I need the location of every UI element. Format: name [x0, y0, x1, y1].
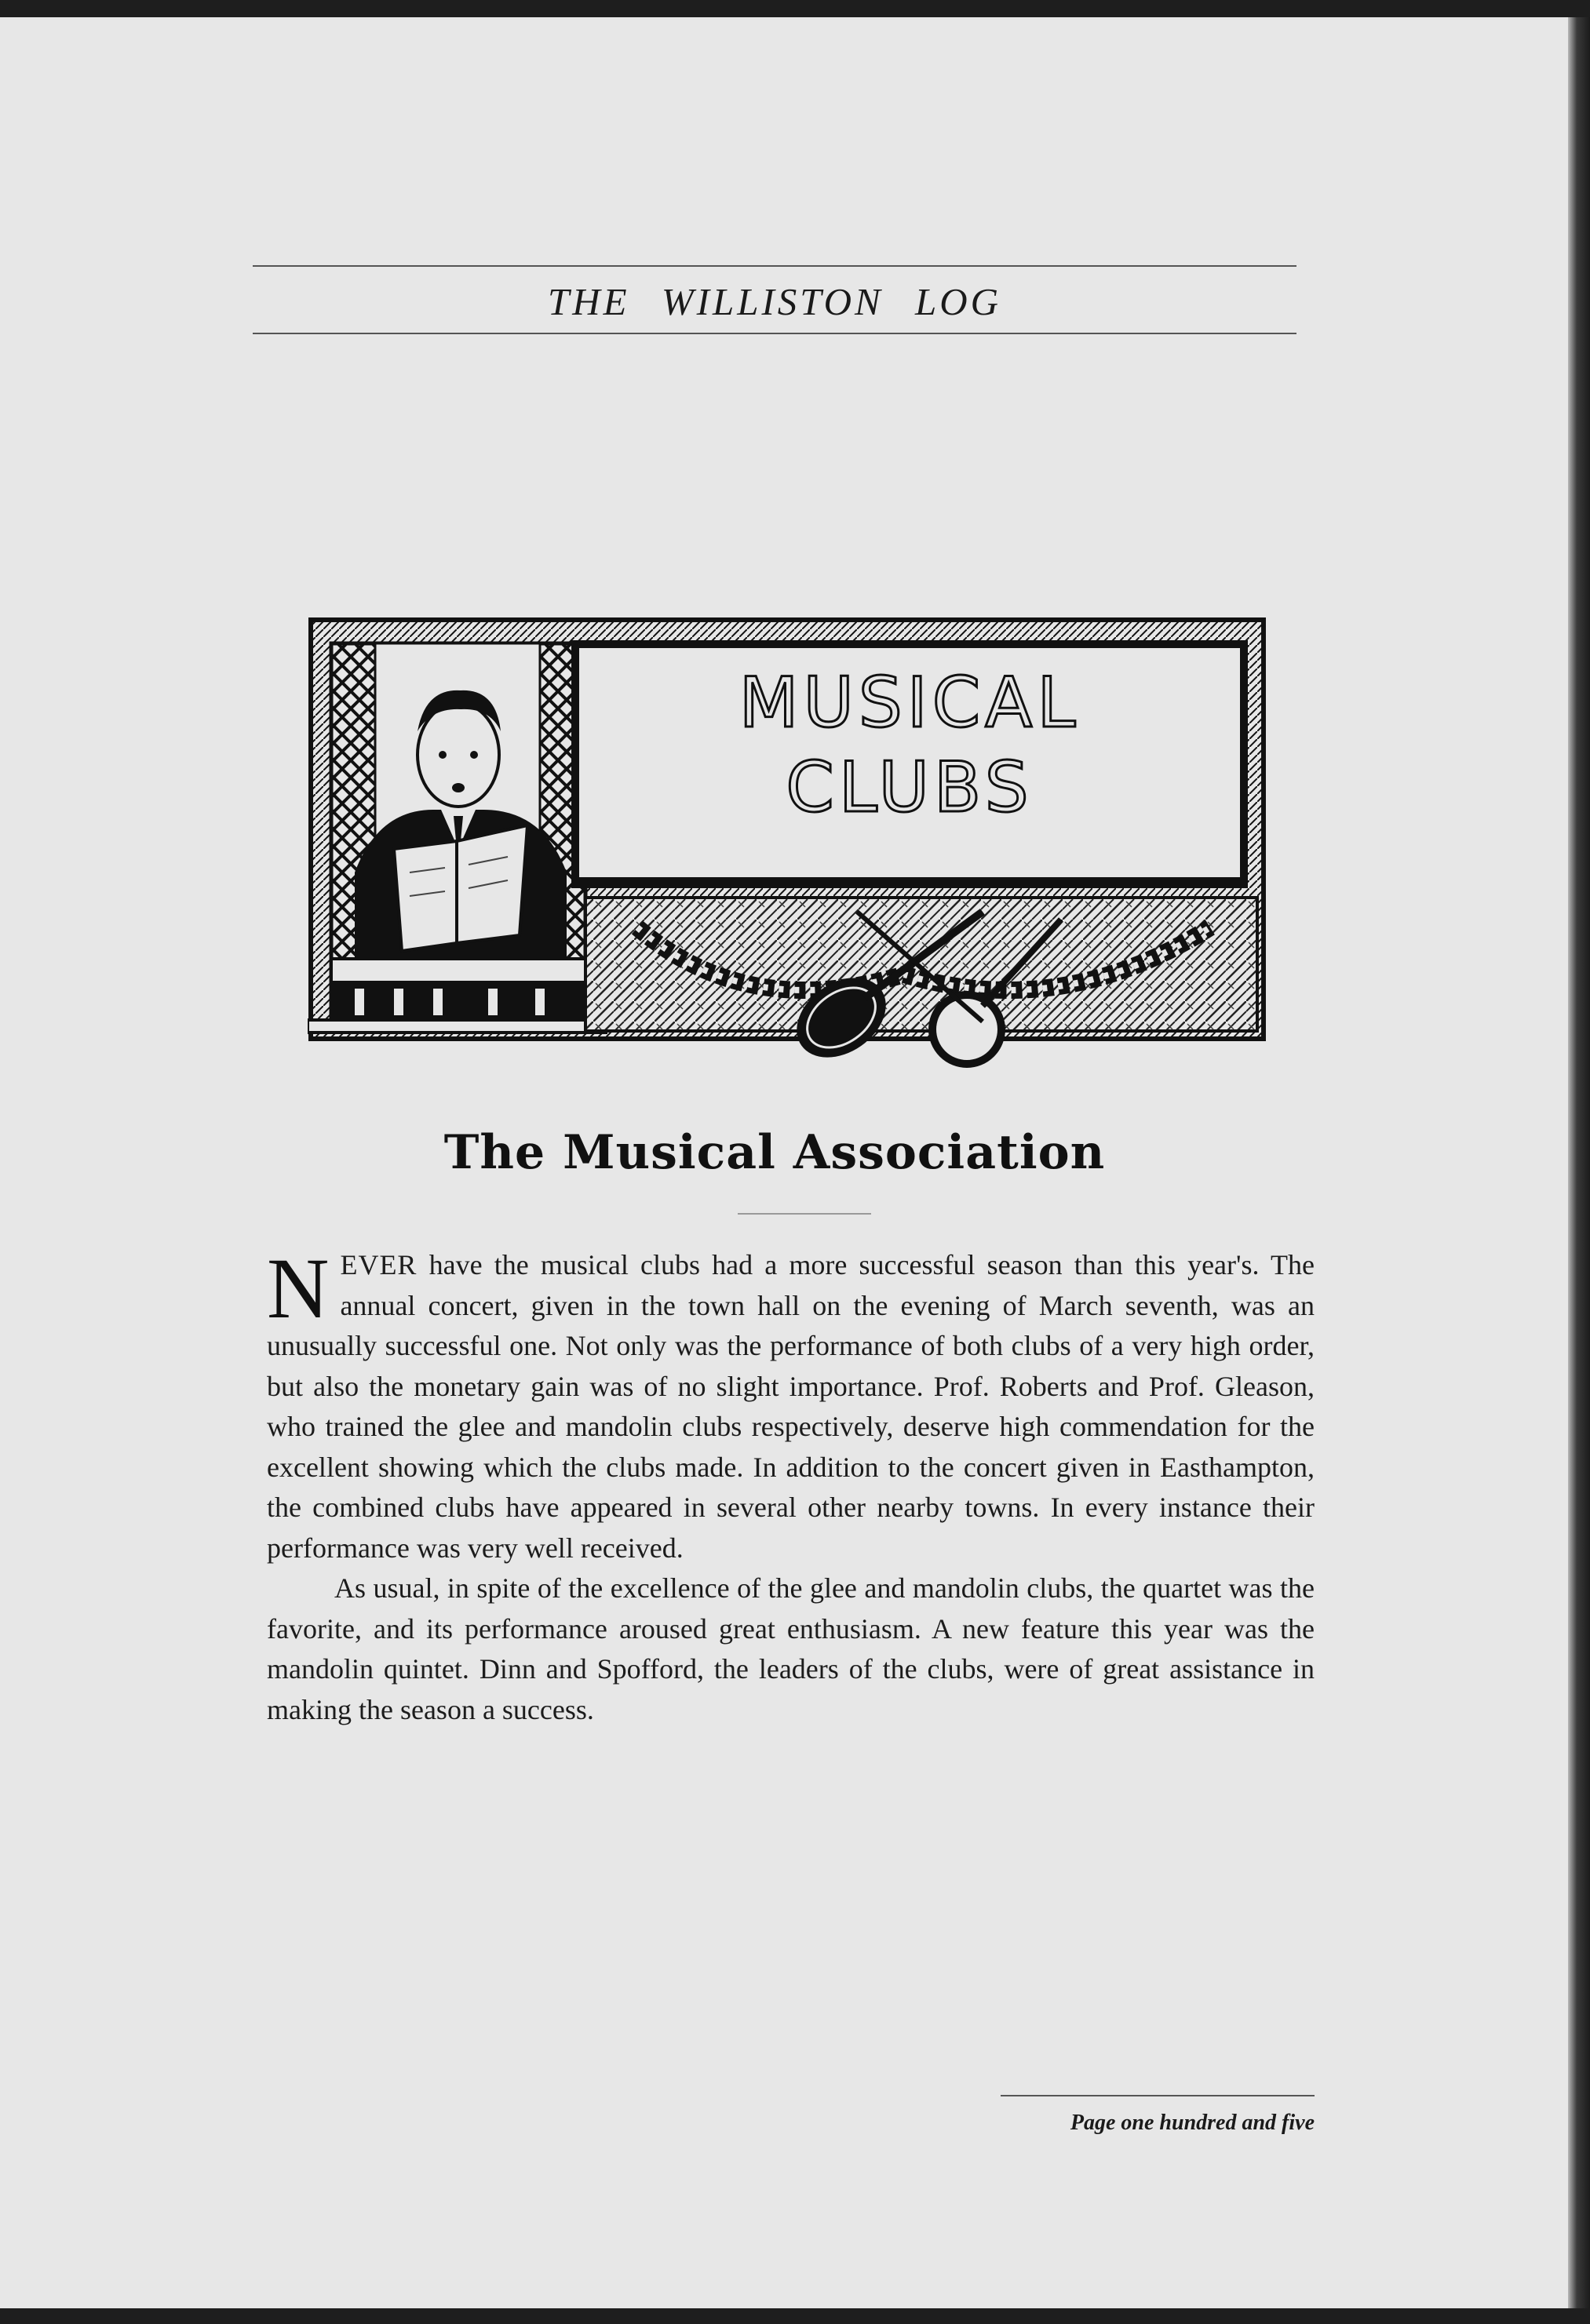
- running-head: [253, 253, 1296, 339]
- banner-title: [578, 661, 1242, 830]
- paragraph-1: [267, 1240, 1315, 1568]
- banner-title-line1: MUSICAL: [738, 662, 1081, 743]
- banner-title-line2: CLUBS: [786, 747, 1034, 828]
- page-footer: [1001, 2095, 1315, 2136]
- book-spine-edge: [1568, 17, 1590, 2308]
- page-number-label: Page one hundred and five: [1070, 2111, 1315, 2135]
- running-head-title: THE WILLISTON LOG: [548, 280, 1001, 323]
- heading-divider: [738, 1213, 871, 1215]
- drop-cap: N: [267, 1240, 330, 1336]
- article-heading: The Musical Association: [443, 1125, 1106, 1180]
- article-body: [267, 1240, 1315, 1730]
- footer-rule: [1001, 2095, 1315, 2096]
- paragraph-1-text: have the musical clubs had a more successful season than this year's. The annual concert, given in the town hall on the evening of March seventh, was an unusually successful one. Not only was the performance of both clubs of a very high order, but also the monetary gain was of no slight importance. Prof. Roberts and Prof. Gleason, who trained the glee and mandolin clubs respectively, deserve high commendation for the excellent showing which the clubs made. In addition to the concert given in Easthampton, the combined clubs have appeared in several other nearby towns. In every instance their performance was very well received.: [267, 1249, 1315, 1564]
- lead-word: EVER: [340, 1249, 418, 1280]
- running-head-top-rule: [253, 265, 1296, 267]
- paragraph-2: As usual, in spite of the excellence of the glee and mandolin clubs, the quartet was the favorite, and its performance aroused great enthusiasm. A new feature this year was the mandolin quintet. Dinn and Spofford, the leaders of the clubs, were of great assistance in making the season a success.: [267, 1572, 1315, 1725]
- running-head-bottom-rule: [253, 333, 1296, 334]
- musical-clubs-illustration: [308, 614, 1267, 1076]
- book-page: [0, 17, 1568, 2308]
